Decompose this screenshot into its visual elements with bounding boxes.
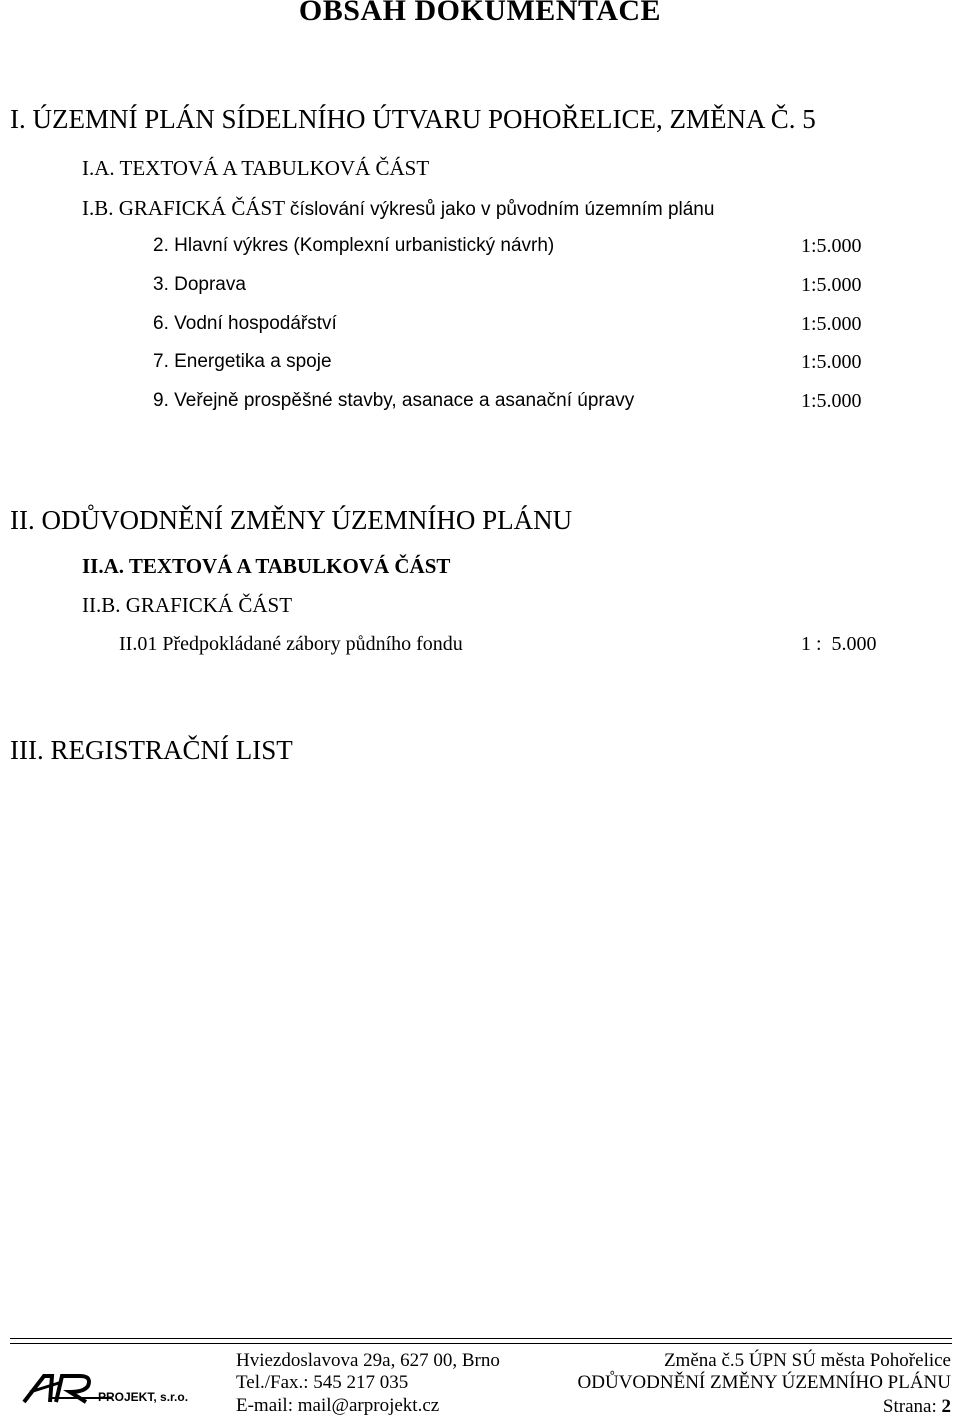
drawing-name: 6. Vodní hospodářství: [153, 313, 337, 334]
part2-drawing-name: II.01 Předpokládané zábory půdního fondu: [119, 633, 463, 655]
company-logo: [22, 1368, 222, 1406]
drawing-scale: 1:5.000: [801, 390, 862, 412]
page-label: Strana:: [882, 1396, 937, 1417]
footer-divider: [10, 1338, 952, 1339]
part2-drawing-scale: 1 : 5.000: [801, 633, 877, 655]
part3-heading: III. REGISTRAČNÍ LIST: [10, 735, 293, 765]
drawing-name: 9. Veřejně prospěšné stavby, asanace a asanační úpravy: [153, 390, 635, 411]
page-number: 2: [941, 1396, 951, 1417]
part1-graphic-heading: [82, 196, 714, 221]
footer-document: ODŮVODNĚNÍ ZMĚNY ÚZEMNÍHO PLÁNU: [577, 1372, 951, 1393]
drawing-name: 3. Doprava: [153, 274, 246, 295]
drawing-scale: 1:5.000: [801, 274, 862, 296]
part2-graphic-heading: II.B. GRAFICKÁ ČÁST: [82, 593, 293, 617]
footer-address: Hviezdoslavova 29a, 627 00, Brno: [236, 1350, 500, 1371]
part1-textual-heading: I.A. TEXTOVÁ A TABULKOVÁ ČÁST: [82, 156, 430, 180]
footer-email: E-mail: mail@arprojekt.cz: [236, 1395, 440, 1416]
footer-page: [883, 1396, 951, 1418]
drawing-name: 2. Hlavní výkres (Komplexní urbanistický návrh): [153, 235, 555, 256]
page-title: OBSAH DOKUMENTACE: [298, 0, 662, 27]
drawing-name: 7. Energetika a spoje: [153, 351, 332, 372]
logo-company-name: PROJEKT, s.r.o.: [98, 1390, 189, 1404]
ar-logo-icon: [22, 1368, 222, 1406]
footer-divider: [10, 1343, 952, 1344]
part2-textual-heading: II.A. TEXTOVÁ A TABULKOVÁ ČÁST: [82, 554, 451, 578]
footer-phone: Tel./Fax.: 545 217 035: [236, 1372, 409, 1393]
part1-graphic-label: I.B. GRAFICKÁ ČÁST: [82, 196, 285, 220]
part1-heading: I. ÚZEMNÍ PLÁN SÍDELNÍHO ÚTVARU POHOŘELICE, ZMĚNA Č. 5: [10, 104, 816, 134]
footer-change: Změna č.5 ÚPN SÚ města Pohořelice: [663, 1350, 951, 1371]
part1-graphic-note: číslování výkresů jako v původním územním plánu: [289, 199, 715, 220]
drawing-scale: 1:5.000: [801, 351, 862, 373]
part2-heading: II. ODŮVODNĚNÍ ZMĚNY ÚZEMNÍHO PLÁNU: [10, 505, 573, 535]
drawing-scale: 1:5.000: [801, 313, 862, 335]
drawing-scale: 1:5.000: [801, 235, 862, 257]
